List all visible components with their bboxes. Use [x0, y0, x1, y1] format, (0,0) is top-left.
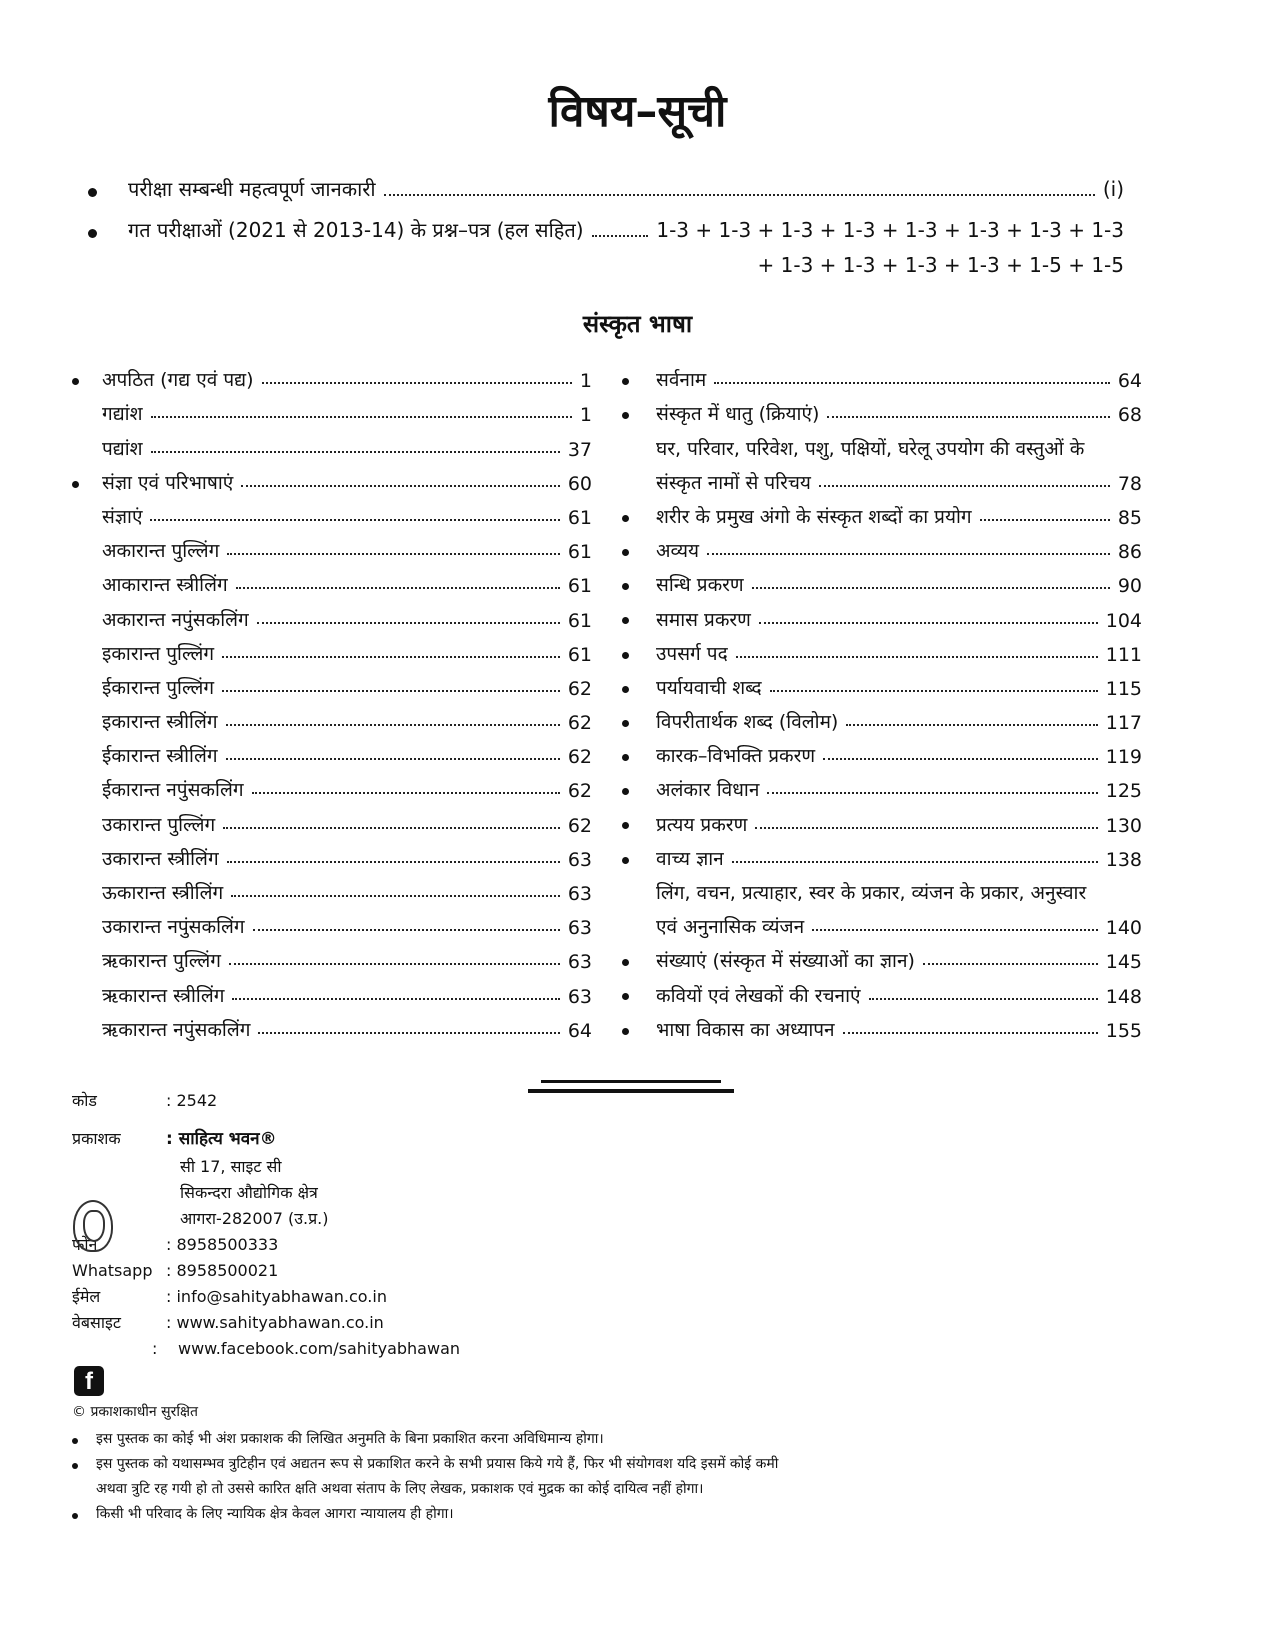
publisher-label: प्रकाशक [72, 1129, 121, 1148]
toc-entry-page: 85 [1117, 506, 1142, 529]
email-value[interactable]: : info@sahityabhawan.co.in [166, 1287, 387, 1306]
dot-leader [223, 827, 560, 829]
bullet [622, 686, 629, 693]
toc-entry-label: अकारान्त पुल्लिंग [102, 540, 220, 563]
toc-entry-label: पर्यायवाची शब्द [656, 676, 762, 699]
toc-entry-page: 68 [1117, 404, 1142, 427]
toc-entry-page: 63 [567, 985, 592, 1008]
dot-leader [258, 1032, 559, 1034]
dot-leader [869, 998, 1098, 1000]
whatsapp-value: : 8958500021 [166, 1261, 279, 1280]
toc-entry-label: अव्यय [656, 540, 700, 563]
copyright: © प्रकाशकाधीन सुरक्षित [72, 1404, 198, 1420]
dot-leader [759, 622, 1098, 624]
facebook-separator: : [152, 1339, 158, 1358]
toc-entry-label-line2: एवं अनुनासिक व्यंजन [656, 916, 805, 939]
toc-entry-label: कारक–विभक्ति प्रकरण [656, 745, 816, 768]
toc-entry[interactable] [72, 632, 592, 666]
toc-entry-label: ऊकारान्त स्त्रीलिंग [102, 882, 224, 904]
toc-entry-page: 62 [567, 712, 592, 735]
toc-entry[interactable] [620, 973, 1142, 1007]
toc-entry-page: 61 [567, 575, 592, 598]
toc-entry-label: ईकारान्त स्त्रीलिंग [102, 745, 218, 768]
bullet [622, 788, 629, 795]
toc-entry-page: 62 [567, 814, 592, 837]
toc-entry[interactable] [620, 700, 1142, 734]
toc-entry[interactable] [72, 358, 592, 392]
dot-leader [262, 382, 572, 384]
dot-leader [252, 792, 560, 794]
toc-entry-page: 90 [1117, 575, 1142, 598]
toc-entry-page: 62 [567, 677, 592, 700]
dot-leader [232, 998, 559, 1000]
toc-entry[interactable] [72, 461, 592, 495]
dot-leader [923, 963, 1098, 965]
toc-entry-page: 145 [1105, 951, 1142, 974]
dot-leader [732, 861, 1098, 863]
toc-entry[interactable] [620, 768, 1142, 802]
bullet [622, 652, 629, 659]
toc-entry-label: उकारान्त स्त्रीलिंग [102, 847, 219, 870]
toc-entry-page-line2: + 1-3 + 1-3 + 1-3 + 1-3 + 1-5 + 1-5 [757, 253, 1124, 277]
toc-entry-label: अलंकार विधान [656, 779, 760, 802]
dot-leader [150, 519, 559, 521]
toc-entry-label: परीक्षा सम्बन्धी महत्वपूर्ण जानकारी [128, 177, 376, 201]
toc-entry-page: 62 [567, 746, 592, 769]
toc-entry-page: 64 [1117, 370, 1142, 393]
bullet [622, 720, 629, 727]
toc-entry[interactable] [72, 734, 592, 768]
toc-left-column [72, 358, 592, 1042]
toc-entry[interactable] [72, 597, 592, 631]
toc-entry-label: उकारान्त पुल्लिंग [102, 813, 216, 836]
bullet [88, 188, 97, 197]
toc-entry-label: संज्ञाएं [102, 505, 143, 528]
bullet [72, 481, 79, 488]
bullet [622, 754, 629, 761]
toc-entry-page: 61 [567, 541, 592, 564]
website-label: वेबसाइट [72, 1313, 121, 1332]
toc-entry[interactable] [620, 529, 1142, 563]
toc-entry[interactable] [72, 905, 592, 939]
toc-entry-page: 1 [579, 370, 592, 393]
dot-leader [752, 587, 1110, 589]
bullet [622, 617, 629, 624]
address-line: आगरा-282007 (उ.प्र.) [180, 1209, 329, 1228]
publisher-info [72, 1088, 572, 1368]
toc-entry-label: प्रत्यय प्रकरण [656, 813, 748, 836]
toc-entry-label: ऋकारान्त स्त्रीलिंग [102, 984, 225, 1007]
dot-leader [843, 1032, 1098, 1034]
toc-entry-label: इकारान्त स्त्रीलिंग [102, 711, 218, 734]
toc-entry-label: ऋकारान्त नपुंसकलिंग [102, 1018, 251, 1041]
code-value: : 2542 [166, 1091, 218, 1110]
dot-leader [231, 895, 560, 897]
dot-leader [846, 724, 1097, 726]
toc-entry-page: 63 [567, 917, 592, 940]
toc-entry-page: 62 [567, 780, 592, 803]
section-heading: संस्कृत भाषा [582, 310, 693, 338]
footer-note: अथवा त्रुटि रह गयी हो तो उससे कारित क्षति अथवा संताप के लिए लेखक, प्रकाशक एवं मुद्रक का कोई दायित्व नहीं होगा। [96, 1481, 704, 1497]
toc-entry[interactable] [620, 358, 1142, 392]
toc-entry[interactable] [72, 939, 592, 973]
dot-leader [151, 451, 560, 453]
toc-entry-page: 104 [1105, 609, 1142, 632]
bullet [622, 857, 629, 864]
dot-leader [226, 758, 560, 760]
toc-entry-page: 1-3 + 1-3 + 1-3 + 1-3 + 1-3 + 1-3 + 1-3 + 1-3 [656, 218, 1124, 242]
dot-leader [755, 827, 1097, 829]
bullet [72, 378, 79, 385]
dot-leader [812, 929, 1098, 931]
bullet [622, 549, 629, 556]
dot-leader [151, 416, 572, 418]
toc-entry-previous-papers[interactable] [128, 215, 1124, 245]
toc-entry-label: शरीर के प्रमुख अंगो के संस्कृत शब्दों का प्रयोग [656, 505, 972, 528]
toc-entry-label: समास प्रकरण [656, 608, 751, 631]
toc-entry-label: भाषा विकास का अध्यापन [656, 1018, 835, 1041]
toc-entry-label: आकारान्त स्त्रीलिंग [102, 574, 228, 597]
dot-leader [707, 553, 1110, 555]
bullet [622, 583, 629, 590]
dot-leader [823, 758, 1098, 760]
toc-entry[interactable] [620, 1008, 1142, 1042]
toc-entry[interactable] [620, 426, 1142, 460]
toc-entry-page: 86 [1117, 541, 1142, 564]
bullet [622, 515, 629, 522]
toc-entry-page: 148 [1105, 985, 1142, 1008]
toc-entry-label: ऋकारान्त पुल्लिंग [102, 950, 221, 973]
toc-entry[interactable] [620, 597, 1142, 631]
toc-entry-label: ईकारान्त नपुंसकलिंग [102, 779, 244, 802]
publisher-logo-icon [73, 1200, 113, 1252]
toc-entry-page: 63 [567, 848, 592, 871]
divider-thin [541, 1080, 721, 1083]
toc-entry-label: संख्याएं (संस्कृत में संख्याओं का ज्ञान) [656, 950, 915, 973]
toc-entry-page: 155 [1105, 1019, 1142, 1042]
toc-entry[interactable] [620, 632, 1142, 666]
toc-entry[interactable] [72, 768, 592, 802]
toc-right-column [620, 358, 1142, 1042]
toc-entry[interactable] [620, 666, 1142, 700]
toc-entry-label: उकारान्त नपुंसकलिंग [102, 916, 245, 939]
toc-entry-page: 61 [567, 609, 592, 632]
toc-entry-page: 140 [1105, 917, 1142, 940]
toc-entry[interactable] [620, 802, 1142, 836]
toc-entry[interactable] [72, 871, 592, 905]
toc-entry[interactable] [72, 1008, 592, 1042]
toc-entry-page: 125 [1105, 780, 1142, 803]
toc-entry-label: गद्यांश [102, 403, 143, 426]
facebook-icon[interactable]: f [74, 1366, 104, 1396]
toc-entry[interactable] [620, 392, 1142, 426]
toc-entry-page: 130 [1105, 814, 1142, 837]
toc-entry-label: गत परीक्षाओं (2021 से 2013-14) के प्रश्न–पत्र (हल सहित) [128, 218, 584, 242]
toc-entry[interactable] [620, 495, 1142, 529]
toc-entry-page: 1 [579, 404, 592, 427]
publisher-name: : साहित्य भवन® [166, 1129, 277, 1149]
toc-entry[interactable] [620, 563, 1142, 597]
toc-entry-continuation[interactable] [620, 905, 1142, 939]
bullet [622, 1028, 629, 1035]
toc-entry-label: वाच्य ज्ञान [656, 847, 724, 870]
toc-entry[interactable] [72, 529, 592, 563]
dot-leader [227, 553, 560, 555]
toc-entry-label: घर, परिवार, परिवेश, पशु, पक्षियों, घरेलू उपयोग की वस्तुओं के [656, 437, 1085, 460]
toc-entry-label: ईकारान्त पुल्लिंग [102, 676, 215, 699]
bullet [88, 229, 97, 238]
bullet [622, 378, 629, 385]
email-label: ईमेल [72, 1287, 101, 1306]
toc-entry-label: लिंग, वचन, प्रत्याहार, स्वर के प्रकार, व्यंजन के प्रकार, अनुस्वार [656, 882, 1087, 904]
whatsapp-label: Whatsapp [72, 1261, 153, 1280]
dot-leader [770, 690, 1098, 692]
toc-entry-exam-info[interactable] [128, 174, 1124, 204]
dot-leader [229, 963, 560, 965]
bullet [622, 412, 629, 419]
dot-leader [767, 792, 1097, 794]
toc-entry-label: संज्ञा एवं परिभाषाएं [102, 471, 234, 494]
code-label: कोड [72, 1091, 97, 1110]
footer-note: इस पुस्तक का कोई भी अंश प्रकाशक की लिखित अनुमति के बिना प्रकाशित करना अविधिमान्य होगा। [96, 1431, 604, 1447]
dot-leader [257, 622, 560, 624]
bullet [622, 822, 629, 829]
dot-leader [222, 690, 560, 692]
dot-leader [253, 929, 560, 931]
footer-note: किसी भी परिवाद के लिए न्यायिक क्षेत्र केवल आगरा न्यायालय ही होगा। [96, 1506, 454, 1522]
dot-leader [241, 485, 560, 487]
dot-leader [227, 861, 560, 863]
toc-entry-label: सन्धि प्रकरण [656, 574, 744, 597]
toc-entry-label: संस्कृत में धातु (क्रियाएं) [656, 403, 820, 426]
dot-leader [236, 587, 560, 589]
phone-value: : 8958500333 [166, 1235, 279, 1254]
bullet [72, 1513, 78, 1519]
website-link[interactable]: : www.sahityabhawan.co.in [166, 1313, 384, 1332]
address-line: सिकन्दरा औद्योगिक क्षेत्र [180, 1183, 318, 1202]
toc-entry-label: इकारान्त पुल्लिंग [102, 642, 215, 665]
bullet [72, 1438, 78, 1444]
bullet [622, 993, 629, 1000]
toc-entry-label: विपरीतार्थक शब्द (विलोम) [656, 711, 839, 734]
toc-entry[interactable] [620, 734, 1142, 768]
facebook-link[interactable]: www.facebook.com/sahityabhawan [178, 1339, 461, 1358]
phone-label: फोन [72, 1235, 98, 1254]
toc-entry-label: सर्वनाम [656, 369, 707, 392]
toc-entry[interactable] [72, 495, 592, 529]
dot-leader [819, 485, 1110, 487]
toc-entry[interactable] [72, 700, 592, 734]
toc-entry-label: उपसर्ग पद [656, 642, 728, 665]
toc-entry-label: अपठित (गद्य एवं पद्य) [102, 369, 254, 392]
dot-leader [226, 724, 560, 726]
toc-entry-page: 119 [1105, 746, 1142, 769]
toc-entry[interactable] [72, 666, 592, 700]
dot-leader [827, 416, 1109, 418]
toc-entry-page: 111 [1105, 643, 1142, 666]
toc-entry-page-continuation [600, 250, 1124, 280]
toc-entry-page: 60 [567, 472, 592, 495]
bullet [622, 959, 629, 966]
toc-entry-page: 138 [1105, 848, 1142, 871]
page-title: विषय–सूची [548, 86, 727, 137]
dot-leader [980, 519, 1110, 521]
dot-leader [592, 235, 649, 237]
toc-entry[interactable] [72, 837, 592, 871]
toc-entry[interactable] [72, 563, 592, 597]
toc-entry-page: 61 [567, 506, 592, 529]
toc-entry-page: 63 [567, 883, 592, 905]
toc-entry[interactable] [620, 871, 1142, 905]
dot-leader [736, 656, 1098, 658]
toc-entry-label: पद्यांश [102, 437, 143, 460]
toc-entry[interactable] [72, 973, 592, 1007]
toc-entry[interactable] [72, 426, 592, 460]
toc-entry[interactable] [620, 939, 1142, 973]
toc-entry-page: 115 [1105, 677, 1142, 700]
dot-leader [222, 656, 560, 658]
toc-entry-page: 78 [1117, 472, 1142, 495]
toc-entry-page: 64 [567, 1019, 592, 1042]
toc-entry-continuation[interactable] [620, 461, 1142, 495]
toc-entry[interactable] [72, 802, 592, 836]
dot-leader [714, 382, 1110, 384]
toc-entry-label: कवियों एवं लेखकों की रचनाएं [656, 984, 861, 1007]
toc-entry-page: 117 [1105, 712, 1142, 735]
bullet [72, 1463, 78, 1469]
toc-entry[interactable] [72, 392, 592, 426]
toc-entry-page: (i) [1102, 177, 1124, 201]
address-line: सी 17, साइट सी [180, 1157, 282, 1176]
toc-entry-page: 37 [567, 438, 592, 461]
toc-entry-label-line2: संस्कृत नामों से परिचय [656, 471, 811, 494]
dot-leader [384, 194, 1095, 196]
toc-entry-page: 61 [567, 643, 592, 666]
footer-note: इस पुस्तक को यथासम्भव त्रुटिहीन एवं अद्यतन रूप से प्रकाशित करने के सभी प्रयास किये गये हैं, फिर भी संयोगवश यदि इसमें कोई कमी [96, 1456, 779, 1472]
toc-entry-page: 63 [567, 951, 592, 974]
toc-entry[interactable] [620, 837, 1142, 871]
toc-entry-label: अकारान्त नपुंसकलिंग [102, 608, 249, 631]
